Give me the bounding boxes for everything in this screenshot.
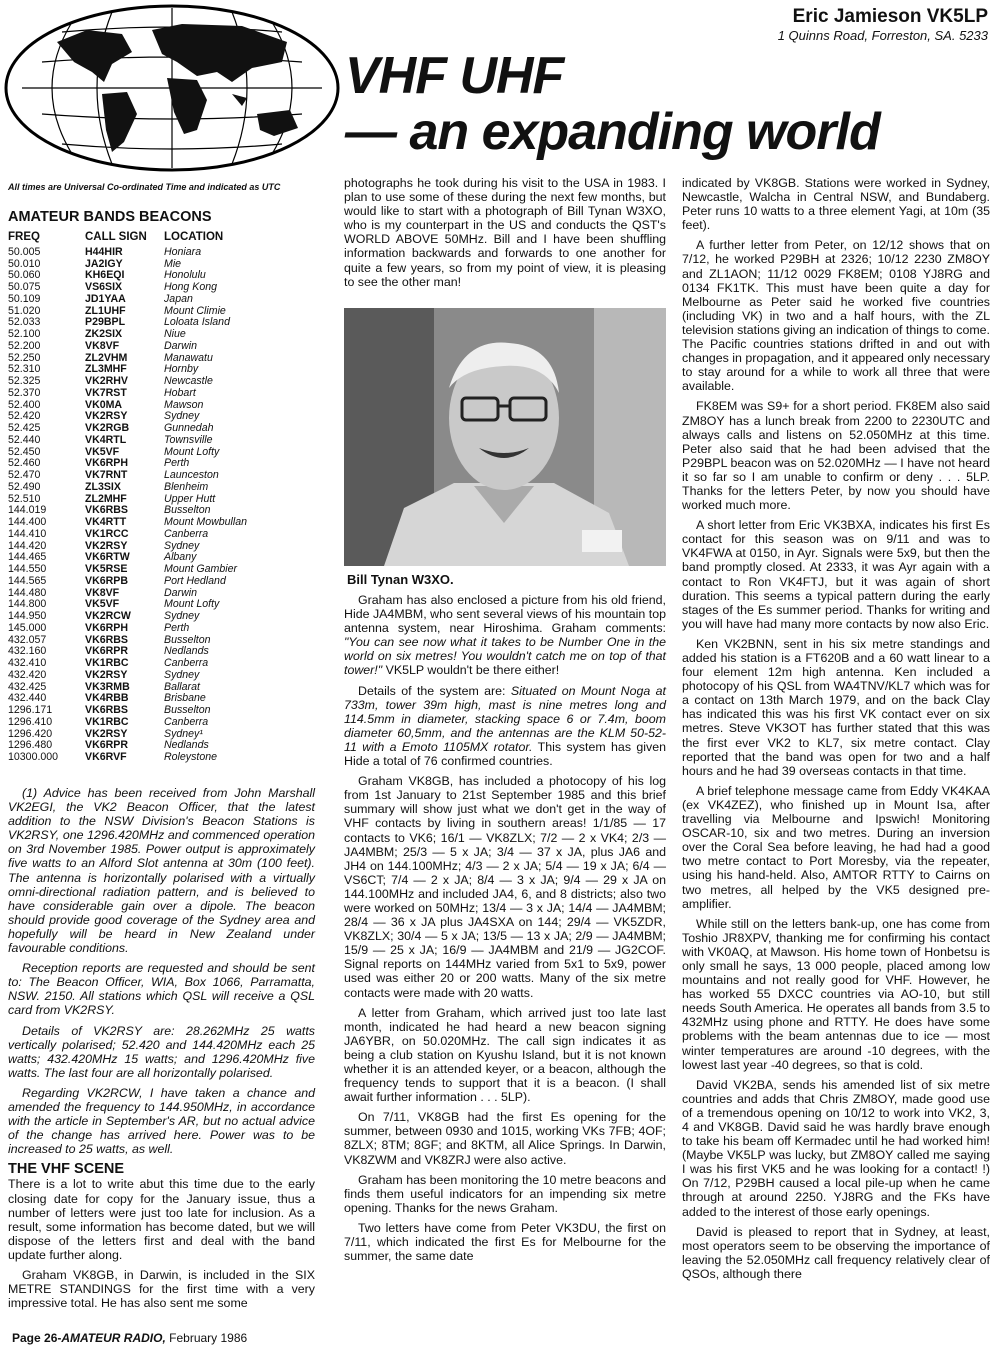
- table-row: [8, 470, 247, 482]
- beacon-location: Albany: [164, 551, 197, 564]
- beacon-location: Japan: [164, 292, 193, 305]
- beacon-freq: 52.460: [8, 457, 41, 470]
- beacon-location: Townsville: [164, 433, 213, 446]
- beacon-freq: 144.400: [8, 516, 47, 528]
- author-address: 1 Quinns Road, Forreston, SA. 5233: [777, 28, 988, 43]
- beacon-callsign: VK4RBB: [85, 692, 129, 705]
- beacon-callsign: VK0MA: [85, 398, 123, 411]
- table-row: [8, 353, 247, 365]
- beacon-callsign: VK2RHV: [85, 375, 128, 387]
- beacon-callsign: H44HIR: [85, 245, 123, 258]
- text-run: Details of the system are:: [358, 683, 506, 698]
- beacon-callsign: ZL3SIX: [85, 480, 121, 493]
- table-row: [8, 658, 247, 670]
- beacon-callsign: VK6RPR: [85, 645, 128, 658]
- author-name: Eric Jamieson VK5LP: [792, 6, 988, 27]
- paragraph: Details of VK2RSY are: 28.262MHz 25 watts vertically polarised; 52.420 and 144.420MHz each 25 watts; 432.420MHz 15 watts; and 1296.420MHz five watts. The last four are all horizontally polarised.: [8, 1023, 315, 1080]
- table-row: [8, 329, 247, 341]
- paragraph: Reception reports are requested and should be sent to: The Beacon Officer, WIA, Box 1066, Parramatta, NSW. 2150. All stations which QSL will receive a QSL card from VK2RSY.: [8, 961, 315, 1018]
- table-row: [8, 376, 247, 388]
- section-heading-vhf-scene: THE VHF SCENE: [8, 1161, 125, 1178]
- beacon-location: Blenheim: [164, 480, 209, 493]
- beacon-location: Busselton: [164, 504, 211, 517]
- col-header-location: LOCATION: [164, 231, 224, 243]
- column-2-top-text: [344, 176, 666, 295]
- beacon-callsign: VK6RPH: [85, 457, 128, 470]
- utc-note: All times are Universal Co-ordinated Time and indicated as UTC: [8, 182, 281, 192]
- system-details: Situated on Mount Noga at 733m, tower 39m high, mast is nine metres long and 114.5mm in diameter, stacking space 6 or 7.4m, boom diameter 60,5mm, and the antennas are the KLM 50-52-11 with a Emoto 1105MX rotator.: [344, 683, 666, 754]
- beacon-location: Mount Lofty: [164, 445, 220, 458]
- beacon-freq: 432.440: [8, 692, 47, 705]
- beacon-callsign: VK4RTL: [85, 433, 127, 446]
- beacon-freq: 144.465: [8, 551, 47, 564]
- table-row: [8, 259, 247, 271]
- paragraph: David VK2BA, sends his amended list of six metre countries and adds that Chris ZM8OY, made good use of a tremendous opening on 10/12 to work into VK2, 3, 4 and VK8GB. David said he was hardly brave enough to take his beam off Kermadec until he had worked him! (Maybe VK5LP was lucky, but ZM8OY called me saying I was his first VK5 and he was looking for a contact! !) On 7/12, P29BH caused a local pile-up when he came through at around 2250. YJ8RG and the FKs have added to the interest of those early openings.: [682, 1077, 990, 1219]
- beacon-freq: 1296.171: [8, 704, 53, 716]
- beacon-freq: 144.800: [8, 598, 47, 611]
- beacon-location: Loloata Island: [164, 316, 230, 329]
- beacon-callsign: VK1RBC: [85, 657, 129, 669]
- beacon-freq: 144.565: [8, 574, 47, 587]
- table-row: [8, 705, 247, 717]
- beacon-location: Niue: [164, 328, 186, 340]
- column-1-text: [8, 786, 315, 1316]
- beacon-freq: 52.200: [8, 339, 41, 352]
- table-row: [8, 564, 247, 576]
- beacon-freq: 52.490: [8, 480, 41, 493]
- beacon-freq: 144.550: [8, 563, 47, 575]
- quote-text: "You can see now what it takes to be Number One in the world on six metres! You wouldn't catch me on top of that tower!": [344, 635, 666, 678]
- beacon-location: Nedlands: [164, 645, 209, 658]
- beacon-freq: 52.250: [8, 351, 41, 364]
- beacon-callsign: VK5VF: [85, 598, 120, 611]
- beacon-freq: 432.420: [8, 668, 47, 681]
- beacon-freq: 52.100: [8, 328, 41, 340]
- paragraph: There is a lot to write abut this time due to the early closing date for copy for the January issue, thus a number of letters were just too late for inclusion. As a result, some information has become dated, but we will dispose of the letters first and deal with the band update further along.: [8, 1177, 315, 1262]
- table-row: [8, 400, 247, 412]
- beacon-freq: 52.510: [8, 492, 41, 505]
- beacon-freq: 52.440: [8, 433, 41, 446]
- paragraph: On 7/11, VK8GB had the first Es opening for the summer, between 0930 and 1015, working VKs 7FB; 4OF; 8ZLX; 8TM; 8GF; and 8KTM, all Alice Springs. In Darwin, VK8ZWM and VK8ZRJ were also active.: [344, 1110, 666, 1167]
- beacon-freq: 52.400: [8, 398, 41, 411]
- table-row: [8, 623, 247, 635]
- beacon-location: Brisbane: [164, 692, 206, 705]
- beacon-callsign: VK2RSY: [85, 539, 128, 552]
- table-row: [8, 435, 247, 447]
- photo-bill-tynan: [344, 308, 666, 566]
- beacon-location: Manawatu: [164, 351, 213, 364]
- paragraph: Graham has been monitoring the 10 metre beacons and finds them useful indicators for an impending six metre opening. Thanks for the news Graham.: [344, 1172, 666, 1215]
- column-3-text: [682, 176, 990, 1287]
- world-map-logo: [2, 2, 342, 174]
- paragraph: (1) Advice has been received from John Marshall VK2EGI, the VK2 Beacon Officer, that the latest addition to the NSW Division's Beacon Stations is VK2RSY, one 1296.420MHz and commenced operation on 3rd November 1985. Power output is approximately five watts to an Alford Slot antenna at 30m (100 feet). The antenna is horizontally polarised with a virtually omni-directional radiation pattern, and is believed to have considerable gain over a dipole. The beacon should provide good coverage of the Sydney area and hopefully will be heard in New Zealand under favourable conditions.: [8, 786, 315, 956]
- beacons-table: [8, 232, 247, 764]
- beacon-callsign: VK6RTW: [85, 551, 130, 564]
- beacon-location: Port Hedland: [164, 574, 226, 587]
- footer-magazine: AMATEUR RADIO,: [61, 1331, 166, 1345]
- beacon-callsign: VK5RSE: [85, 563, 128, 575]
- beacon-location: Hobart: [164, 386, 196, 399]
- table-row: [8, 282, 247, 294]
- beacon-location: Busselton: [164, 633, 211, 646]
- beacon-callsign: VK6RPR: [85, 739, 128, 752]
- paragraph: Ken VK2BNN, sent in his six metre standings and added his station is a FT620B and a 60 watt linear to a four element 12m high antenna. Ken included a photocopy of his QSL from WA4TNV/KL7 which was for a contact on 13th March 1979, and on the back Clay has indicated this was his first VK contact ever on six metres. Steve VK3OT has further stated that this was the first ever VK2 to KL7, six metre contact. Clay reported that the band was open for two and a half hours and he had 39 overseas contacts in that time.: [682, 636, 990, 778]
- title-line-2: — an expanding world: [345, 103, 880, 161]
- beacon-location: Newcastle: [164, 375, 213, 387]
- beacon-freq: 52.470: [8, 469, 41, 481]
- beacon-callsign: VK6RBS: [85, 633, 128, 646]
- beacons-heading: AMATEUR BANDS BEACONS: [8, 209, 212, 225]
- beacon-location: Mie: [164, 257, 182, 270]
- beacon-callsign: VK6RPB: [85, 574, 128, 587]
- beacon-freq: 145.000: [8, 621, 47, 634]
- footer-date: February 1986: [169, 1331, 248, 1345]
- beacon-location: Nedlands: [164, 739, 209, 752]
- beacon-location: Roleystone: [164, 751, 217, 763]
- beacon-freq: 432.425: [8, 680, 47, 693]
- beacon-freq: 51.020: [8, 304, 41, 317]
- beacon-location: Darwin: [164, 339, 197, 352]
- column-2-text: [344, 593, 666, 1269]
- paragraph: Two letters have come from Peter VK3DU, the first on 7/11, which indicated the first Es for Melbourne for the summer, the same date: [344, 1220, 666, 1264]
- table-row: [8, 482, 247, 494]
- beacon-callsign: VK2RSY: [85, 410, 128, 423]
- paragraph: A short letter from Eric VK3BXA, indicates his first Es contact for this season was on 9/11 and was to VK4FWA at 0150, in Ayr. Signals were 5x9, but then the band promptly closed. At 2333, it was Ayr again with a contact to Ron VK4FTJ, but it was again of short duration. This seems a typical pattern during the early stages of the Es summer period. Thanks for writing and you will have had many more contacts by now also Eric.: [682, 518, 990, 631]
- beacon-callsign: ZL1UHF: [85, 304, 126, 317]
- beacon-callsign: VK6RBS: [85, 704, 128, 716]
- beacon-location: Ballarat: [164, 680, 200, 693]
- beacon-freq: 50.075: [8, 281, 41, 293]
- beacon-callsign: ZL2MHF: [85, 492, 127, 505]
- beacon-callsign: VK8VF: [85, 586, 120, 599]
- beacons-header-row: [8, 232, 247, 247]
- paragraph: A further letter from Peter, on 12/12 shows that on 7/12, he worked P29BH at 2326; 10/12 2230 ZM8OY and ZL1AON; 11/12 0029 FK8EM; 0108 YJ8RG and 0134 FK1TK. This must have been quite a day for Melbourne as Peter said he worked five countries (including VK) in two and a half hours, with the ZL television stations giving an indication of things to come. The Pacific countries stations drifted in and out with changes in propagation, and it appeared only necessary to stay around for a while to work all three that were available.: [682, 238, 990, 394]
- beacon-freq: 52.033: [8, 316, 41, 329]
- beacon-location: Canberra: [164, 657, 209, 669]
- beacon-freq: 144.480: [8, 586, 47, 599]
- beacon-callsign: JA2IGY: [85, 257, 123, 270]
- portrait-illustration: [344, 308, 666, 566]
- table-row: [8, 517, 247, 529]
- beacon-location: Sydney: [164, 610, 200, 622]
- beacon-location: Perth: [164, 457, 190, 470]
- table-row: [8, 611, 247, 623]
- beacon-callsign: VK2RCW: [85, 610, 131, 622]
- beacon-location: Sydney: [164, 668, 200, 681]
- beacon-callsign: VK6RVF: [85, 751, 127, 763]
- paragraph: David is pleased to report that in Sydney, at least, most operators seem to be observing the importance of leaving the 52.050MHz call frequency relatively clear of QSOs, although there: [682, 1224, 990, 1281]
- beacon-callsign: KH6EQI: [85, 269, 125, 282]
- beacon-callsign: VK2RSY: [85, 668, 128, 681]
- beacon-freq: 144.410: [8, 527, 47, 540]
- paragraph: Regarding VK2RCW, I have taken a chance and amended the frequency to 144.950MHz, in accordance with the article in September's AR, but no actual advice of the change has arrived here. Power was to be increased to 25 watts, as well.: [8, 1085, 315, 1157]
- beacon-callsign: VK8VF: [85, 339, 120, 352]
- beacon-callsign: VK2RGB: [85, 422, 130, 434]
- beacon-callsign: ZK2SIX: [85, 328, 123, 340]
- beacon-freq: 432.057: [8, 633, 47, 646]
- beacon-freq: 52.325: [8, 375, 41, 387]
- beacon-freq: 1296.480: [8, 739, 53, 752]
- beacon-freq: 432.160: [8, 645, 47, 658]
- beacon-callsign: P29BPL: [85, 316, 126, 329]
- article-title: [345, 48, 880, 160]
- beacon-location: Upper Hutt: [164, 492, 216, 505]
- paragraph: A brief telephone message came from Eddy VK4KAA (ex VK4ZEZ), who finished up in Mount Isa, after travelling via Melbourne and Ipswich! Monitoring OSCAR-10, six and two metres. During an inversion over the Coral Sea before leaving, he had had a good two metre contact to Port Moresby, via the repeater, using his hand-held. Also, AMTOR RTTY to Cairns on two metres, all helped by the VK5 designed pre-amplifier.: [682, 783, 990, 911]
- paragraph: indicated by VK8GB. Stations were worked in Sydney, Newcastle, Walcha in Central NSW, and Bundaberg. Peter runs 10 watts to a three element Yagi, at 10m (35 feet).: [682, 176, 990, 233]
- table-row: [8, 341, 247, 353]
- paragraph: [344, 593, 666, 678]
- beacon-location: Darwin: [164, 586, 197, 599]
- beacon-callsign: VK3RMB: [85, 680, 130, 693]
- beacon-freq: 10300.000: [8, 751, 59, 763]
- beacon-freq: 52.420: [8, 410, 41, 423]
- table-row: [8, 576, 247, 588]
- author-block: [778, 6, 988, 43]
- beacon-location: Busselton: [164, 704, 211, 716]
- table-row: [8, 317, 247, 329]
- paragraph: While still on the letters bank-up, one has come from Toshio JR8XPV, thanking me for confirming his contact with VK0AQ, at Mawson. His home town of Honbetsu is only small he says, 13 000 people, placed among low mountains and not really good for VHF. However, he has worked 55 DXCC countries via AO-10, but still needs South America. He operates all bands from 3.5 to 432MHz using phone and RTTY. He does have some problems with the beam antennas due to ice — most winter temperatures are around -10 degrees, with the lowest last year -40 degrees, so that is cold.: [682, 916, 990, 1072]
- beacon-callsign: VK6RBS: [85, 504, 128, 517]
- beacon-location: Mount Lofty: [164, 598, 220, 611]
- beacon-location: Honolulu: [164, 269, 206, 282]
- beacon-callsign: VK1RCC: [85, 527, 129, 540]
- beacon-freq: 50.109: [8, 292, 41, 305]
- footer-page: Page 26-: [12, 1331, 62, 1345]
- beacon-freq: 144.019: [8, 504, 47, 517]
- table-row: [8, 717, 247, 729]
- beacon-freq: 144.950: [8, 610, 47, 622]
- col-header-freq: FREQ: [8, 231, 40, 243]
- beacon-freq: 50.010: [8, 257, 41, 270]
- beacon-callsign: VK7RNT: [85, 469, 128, 481]
- photo-caption: Bill Tynan W3XO.: [347, 572, 454, 587]
- beacon-location: Perth: [164, 621, 190, 634]
- table-row: [8, 529, 247, 541]
- beacon-freq: 52.425: [8, 422, 41, 434]
- text-run: Graham has also enclosed a picture from his old friend, Hide JA4MBM, who sent several views of his mountain top antenna system, near Hiroshima. Graham comments:: [344, 593, 666, 636]
- beacon-location: Mount Mowbullan: [164, 516, 248, 528]
- beacon-location: Hong Kong: [164, 281, 218, 293]
- col-header-callsign: CALL SIGN: [85, 231, 147, 243]
- beacon-location: Canberra: [164, 527, 209, 540]
- beacon-callsign: VK6RPH: [85, 621, 128, 634]
- paragraph: Graham VK8GB, has included a photocopy of his log from 1st January to 21st September 1985 and this brief summary will show just what we don't get in the way of VHF contacts by living in southern areas! 1/1/85 — 17 contacts to VK6; 16/1 — VK8ZLX; 7/2 — 2 x VK4; 2/3 — JA4MBM; 25/3 — 5 x JA; 3/4 — 37 x JA, plus JA6 and JH4 on 144.100MHz; 4/3 — 2 x JA; 5/4 — 19 x JA; 6/4 — VS6CT; 7/4 — 2 x JA; 8/4 — 3 x JA; 9/4 — 29 x JA on 144.100MHz and included JA4, 6, and 8 districts; also two were worked on 50MHz; 13/4 — 3 x JA; 14/4 — JA4MBM; 28/4 — 36 x JA plus JA4SXA on 144; 29/4 — VK5ZDR, VK8ZLX; 30/4 — 5 x JA; 13/5 — 13 x JA; 2/9 — JA4MBM; 15/9 — 25 x JA; 16/9 — JA4MBM and 21/9 — JG2COF. Signal reports on 144MHz varied from 5x1 to 5x9, power used was either 20 or 200 watts. Many of the six metre contacts were made with 20 watts.: [344, 774, 666, 1000]
- table-row: [8, 247, 247, 259]
- beacon-callsign: VK2RSY: [85, 727, 128, 740]
- table-row: [8, 388, 247, 400]
- beacon-location: Mount Climie: [164, 304, 226, 317]
- beacon-callsign: VK7RST: [85, 386, 127, 399]
- paragraph: [344, 684, 666, 769]
- beacon-location: Launceston: [164, 469, 219, 481]
- paragraph: A letter from Graham, which arrived just too late last month, indicated he had heard a new beacon signing JA6YBR, on 50.020MHz. The call sign indicates it as being a club station on Kyushu Island, but it is not known whether it is an attended keyer, or a beacon, although the frequency tends to support that it is a beacon. (I shall await further information . . . 5LP).: [344, 1005, 666, 1105]
- beacon-freq: 1296.420: [8, 727, 53, 740]
- table-row: [8, 423, 247, 435]
- text-run: VK5LP wouldn't be there either!: [385, 663, 560, 678]
- beacon-location: Canberra: [164, 715, 209, 728]
- beacon-callsign: JD1YAA: [85, 292, 126, 305]
- table-row: [8, 670, 247, 682]
- beacon-location: Mawson: [164, 398, 204, 411]
- beacon-location: Mount Gambier: [164, 563, 238, 575]
- paragraph: FK8EM was S9+ for a short period. FK8EM also said ZM8OY has a lunch break from 2200 to 2230UTC and always calls and listens on 52.050MHz at this time. Peter also said that he had been advised that the P29BPL beacon was on 52.020MHz — I have not heard it so far so I am unable to confirm or deny . . . 5LP. Thanks for the letters Peter, by now you should have worked much more.: [682, 399, 990, 513]
- beacon-location: Honiara: [164, 245, 202, 258]
- beacon-location: Sydney: [164, 410, 200, 423]
- table-row: [8, 752, 247, 764]
- beacon-callsign: VS6SIX: [85, 281, 123, 293]
- paragraph: Graham VK8GB, in Darwin, is included in the SIX METRE STANDINGS for the first time with a very impressive total. He has also sent me some: [8, 1268, 315, 1311]
- beacon-location: Sydney: [164, 539, 200, 552]
- beacon-freq: 52.310: [8, 363, 41, 376]
- beacon-freq: 1296.410: [8, 715, 53, 728]
- beacon-location: Sydney¹: [164, 727, 203, 740]
- beacon-location: Gunnedah: [164, 422, 214, 434]
- beacon-callsign: VK5VF: [85, 445, 120, 458]
- beacon-freq: 432.410: [8, 657, 47, 669]
- table-row: [8, 294, 247, 306]
- beacon-callsign: VK4RTT: [85, 516, 127, 528]
- beacon-callsign: VK1RBC: [85, 715, 129, 728]
- beacon-callsign: ZL2VHM: [85, 351, 128, 364]
- beacon-freq: 52.450: [8, 445, 41, 458]
- beacon-location: Hornby: [164, 363, 199, 376]
- beacon-callsign: ZL3MHF: [85, 363, 127, 376]
- beacon-freq: 144.420: [8, 539, 47, 552]
- beacon-freq: 52.370: [8, 386, 41, 399]
- text-run: This system has given Hide a total of 76 confirmed countries.: [344, 739, 667, 769]
- paragraph: photographs he took during his visit to the USA in 1983. I plan to use some of these during the next few months, but would like to start with a photograph of Bill Tynan W3XO, who is my counterpart in the US and conducts the QST's WORLD ABOVE 50MHz. Bill and I have been shuffling information backwards and forwards to one another for quite a few years, so from my point of view, it is pleasing to see the other man!: [344, 176, 666, 289]
- page-footer: [12, 1331, 247, 1345]
- title-line-1: VHF UHF: [345, 47, 564, 105]
- beacon-freq: 50.005: [8, 245, 41, 258]
- beacon-freq: 50.060: [8, 269, 41, 282]
